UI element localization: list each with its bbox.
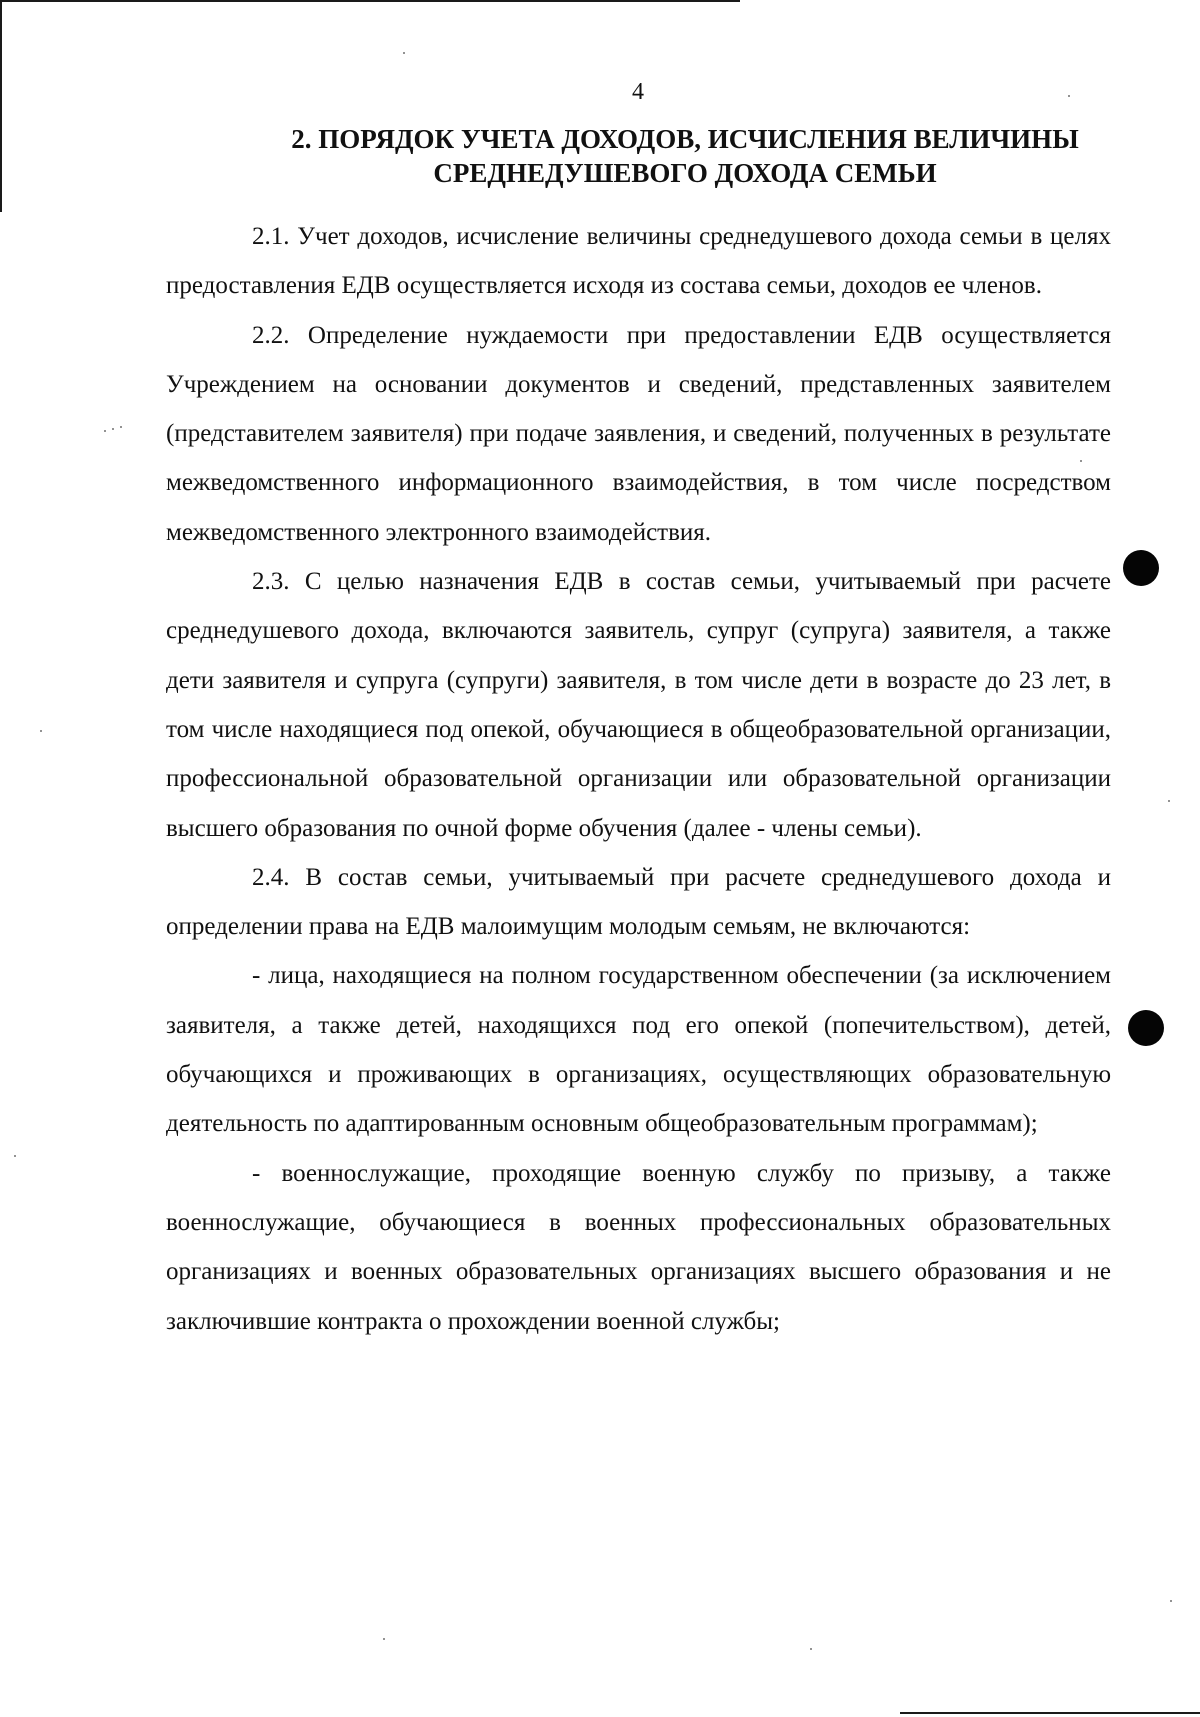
paragraph-2-4: 2.4. В состав семьи, учитываемый при расчете среднедушевого дохода и определении права на ЕДВ малоимущим молодым семьям, не включаются:: [166, 863, 1111, 941]
scan-speck: [14, 1155, 16, 1157]
paragraph-2-1: 2.1. Учет доходов, исчисление величины среднедушевого дохода семьи в целях предоставления ЕДВ осуществляется исходя из состава семьи, доходов ее членов.: [166, 223, 1111, 300]
section-title-line-1: 2. ПОРЯДОК УЧЕТА ДОХОДОВ, ИСЧИСЛЕНИЯ ВЕЛИЧИНЫ: [291, 124, 1079, 154]
scan-speck: [1170, 1600, 1172, 1602]
scan-speck: [403, 52, 405, 54]
scan-speck: [112, 428, 114, 430]
scan-speck: [40, 730, 42, 732]
section-title: [255, 122, 1115, 190]
punch-hole-mark: [1128, 1010, 1164, 1046]
body-text: [166, 212, 1111, 1346]
list-item-full-state-support: - лица, находящиеся на полном государственном обеспечении (за исключением заявителя, а также детей, находящихся под его опекой (попечительством), детей, обучающихся и проживающих в организациях, осуществляющих образовательную деятельность по адаптированным основным общеобразовательным программам);: [166, 962, 1111, 1138]
scan-speck: [1168, 800, 1170, 802]
paragraph-2-3: 2.3. С целью назначения ЕДВ в состав семьи, учитываемый при расчете среднедушевого дохода, включаются заявитель, супруг (супруга) заявителя, а также дети заявителя и супруга (супруги) заявителя, в том числе дети в возрасте до 23 лет, в том числе находящиеся под опекой, обучающиеся в общеобразовательной организации, профессиональной образовательной организации или образовательной организации высшего образования по очной форме обучения (далее - члены семьи).: [166, 568, 1111, 842]
scan-edge-bottom: [900, 1712, 1200, 1714]
scan-speck: [120, 426, 122, 428]
scan-edge-top: [0, 0, 740, 2]
punch-hole-mark: [1123, 550, 1159, 586]
scan-speck: [104, 430, 106, 432]
scan-speck: [810, 1648, 812, 1650]
page-number: 4: [632, 79, 644, 105]
scan-speck: [383, 1638, 385, 1640]
paragraph-2-2: 2.2. Определение нуждаемости при предоставлении ЕДВ осуществляется Учреждением на основании документов и сведений, представленных заявителем (представителем заявителя) при подаче заявления, и сведений, полученных в результате межведомственного информационного взаимодействия, в том числе посредством межведомственного электронного взаимодействия.: [166, 321, 1111, 546]
section-title-line-2: СРЕДНЕДУШЕВОГО ДОХОДА СЕМЬИ: [433, 158, 937, 188]
list-item-military-conscripts: - военнослужащие, проходящие военную службу по призыву, а также военнослужащие, обучающиеся в военных профессиональных образовательных организациях и военных образовательных организациях высшего образования и не заключившие контракта о прохождении военной службы;: [166, 1159, 1111, 1335]
